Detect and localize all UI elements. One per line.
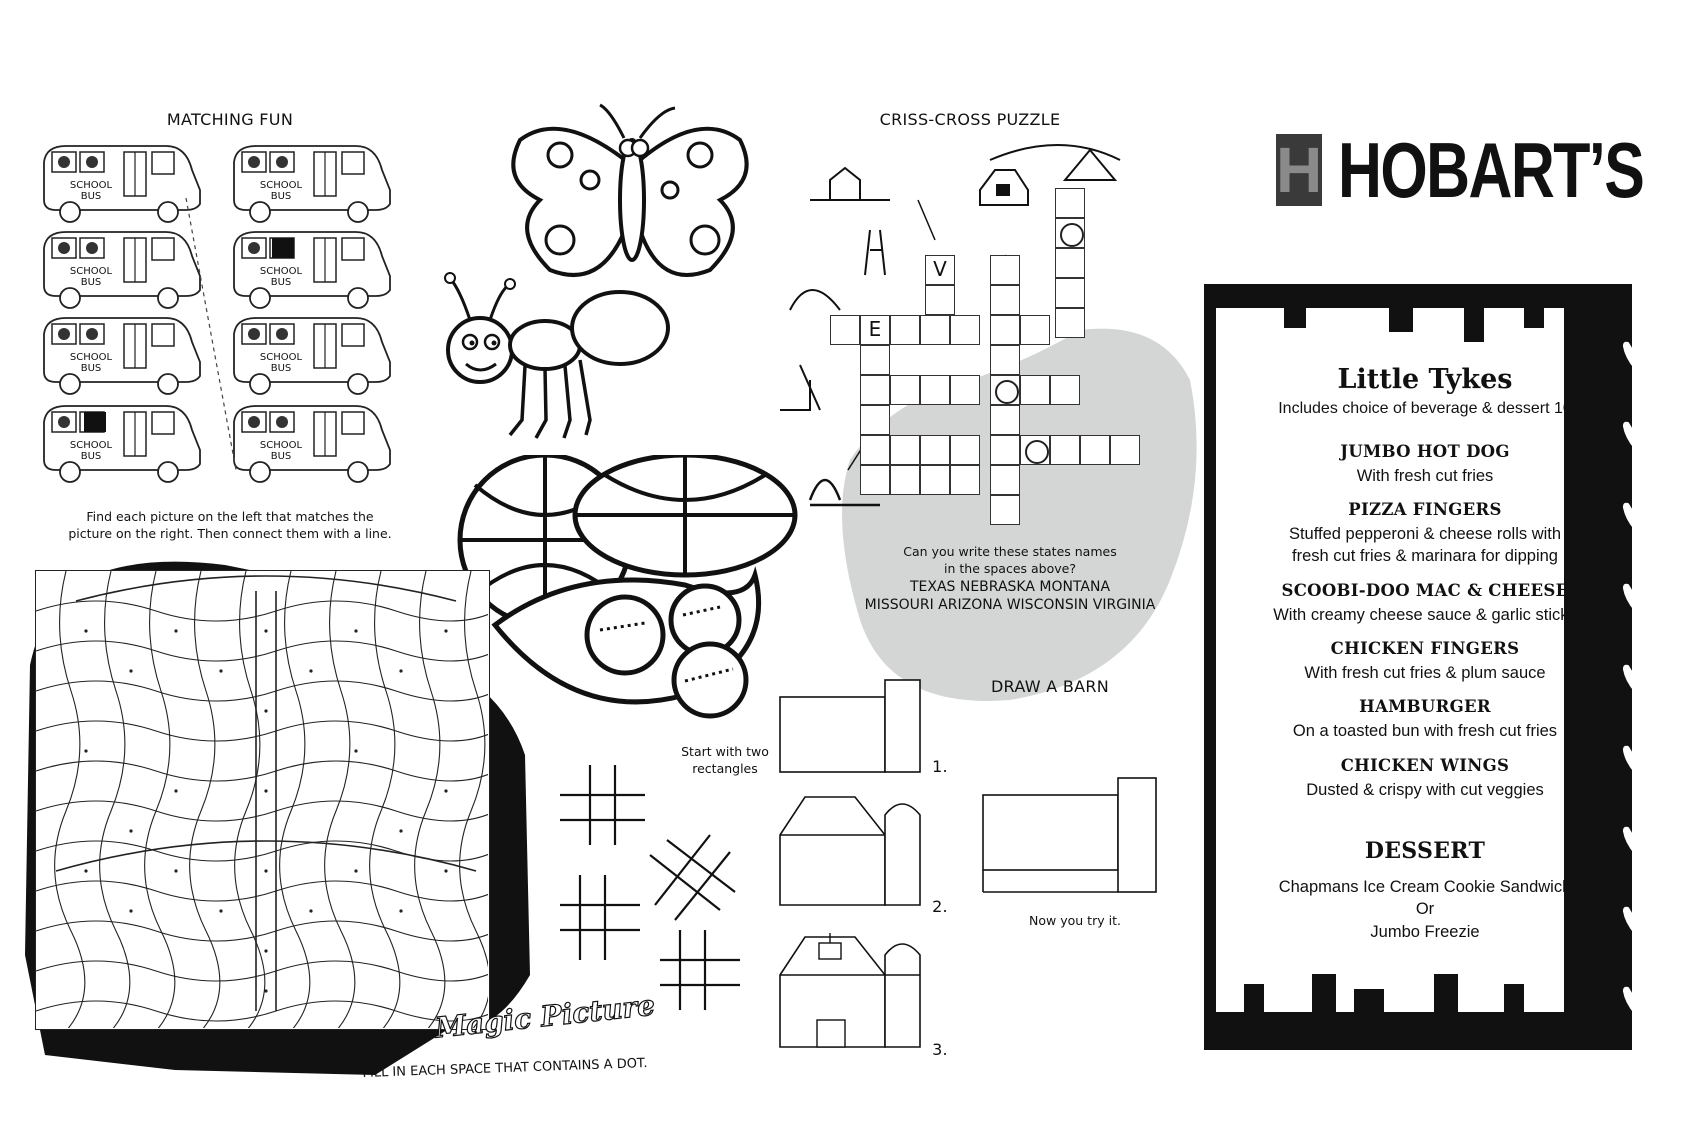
grid-cell[interactable]	[950, 435, 980, 465]
grid-cell[interactable]	[1055, 248, 1085, 278]
dessert-line: Chapmans Ice Cream Cookie Sandwich	[1278, 878, 1572, 896]
dessert-title: DESSERT	[1364, 838, 1486, 864]
start-circle-marker	[1025, 440, 1049, 464]
crisscross-prompt: Can you write these states names in the spaces above?	[903, 544, 1117, 576]
grid-cell[interactable]	[1055, 278, 1085, 308]
grid-cell[interactable]	[990, 495, 1020, 525]
grid-cell[interactable]	[925, 285, 955, 315]
brand-name: HOBART’S	[1338, 126, 1644, 214]
barn-start-hint: Start with two rectangles	[681, 744, 769, 776]
grid-cell[interactable]	[1050, 375, 1080, 405]
menu-item-desc: Stuffed pepperoni & cheese rolls with	[1288, 525, 1562, 543]
grid-cell[interactable]	[890, 375, 920, 405]
grid-cell[interactable]	[1050, 435, 1080, 465]
barn-step-2: 2.	[932, 897, 948, 916]
grid-cell[interactable]	[860, 405, 890, 435]
dessert-line: Or	[1415, 900, 1435, 918]
hand-icon	[1620, 890, 1670, 938]
grid-cell[interactable]	[860, 375, 890, 405]
grid-cell[interactable]	[1020, 315, 1050, 345]
bus-label-8: SCHOOL BUS	[259, 440, 303, 462]
states-list: TEXAS NEBRASKA MONTANA MISSOURI ARIZONA WISCONSIN VIRGINIA	[864, 579, 1156, 613]
dessert-line: Jumbo Freezie	[1370, 923, 1480, 941]
matching-title: MATCHING FUN	[166, 110, 294, 129]
logo-mark: H	[1276, 134, 1323, 206]
basketball-icon-2	[575, 455, 795, 575]
barn-step-3: 3.	[932, 1040, 948, 1059]
hobarts-logo	[1276, 126, 1644, 214]
grid-cell[interactable]	[920, 315, 950, 345]
grid-cell[interactable]	[1055, 188, 1085, 218]
magic-picture	[35, 570, 490, 1030]
menu-item-desc: With creamy cheese sauce & garlic sticks	[1273, 606, 1577, 624]
grid-cell[interactable]	[1080, 435, 1110, 465]
grid-cell[interactable]	[990, 405, 1020, 435]
menu-item-name: HAMBURGER	[1359, 697, 1491, 716]
grid-cell[interactable]	[920, 375, 950, 405]
grid-cell-v[interactable]: V	[925, 255, 955, 285]
hand-icon	[1620, 567, 1670, 615]
grid-cell[interactable]	[920, 435, 950, 465]
barn-icon	[980, 170, 1028, 205]
bus-label-6: SCHOOL BUS	[259, 352, 303, 374]
bus-label-7: SCHOOL BUS	[69, 440, 113, 462]
start-circle-marker	[995, 380, 1019, 404]
grid-cell[interactable]	[950, 465, 980, 495]
grid-cell-e[interactable]: E	[860, 315, 890, 345]
grid-cell[interactable]	[990, 285, 1020, 315]
grid-cell[interactable]	[990, 435, 1020, 465]
barn-step-1: 1.	[932, 757, 948, 776]
crisscross-title: CRISS-CROSS PUZZLE	[879, 110, 1061, 129]
bus-text-labels	[36, 140, 416, 510]
hand-icon	[1620, 810, 1670, 858]
grid-cell[interactable]	[990, 315, 1020, 345]
grid-cell[interactable]	[950, 375, 980, 405]
hand-icon	[1620, 648, 1670, 696]
grid-cell[interactable]	[990, 255, 1020, 285]
grid-cell[interactable]	[990, 465, 1020, 495]
grid-cell[interactable]	[890, 465, 920, 495]
bus-label-2: SCHOOL BUS	[259, 180, 303, 202]
bus-label-3: SCHOOL BUS	[69, 266, 113, 288]
grid-cell[interactable]	[950, 315, 980, 345]
grid-cell[interactable]	[860, 465, 890, 495]
grid-cell[interactable]	[830, 315, 860, 345]
hand-icon	[1620, 486, 1670, 534]
grid-cell[interactable]	[860, 345, 890, 375]
magic-picture-instructions: FILL IN EACH SPACE THAT CONTAINS A DOT.	[362, 1056, 648, 1081]
grid-cell[interactable]	[1055, 308, 1085, 338]
grid-cell[interactable]	[1020, 375, 1050, 405]
menu-item-name: PIZZA FINGERS	[1348, 500, 1502, 519]
barn-title: DRAW A BARN	[990, 677, 1110, 696]
grid-cell[interactable]	[890, 435, 920, 465]
menu-item-desc: With fresh cut fries	[1356, 467, 1494, 485]
grid-cell[interactable]	[990, 345, 1020, 375]
grid-cell[interactable]	[860, 435, 890, 465]
menu-item-name: CHICKEN FINGERS	[1330, 639, 1520, 658]
grid-cell[interactable]	[890, 315, 920, 345]
hand-icon	[1620, 729, 1670, 777]
menu-item-name: CHICKEN WINGS	[1340, 756, 1510, 775]
grid-cell[interactable]	[1110, 435, 1140, 465]
menu-item-desc: With fresh cut fries & plum sauce	[1304, 664, 1546, 682]
hand-icon	[1620, 325, 1670, 373]
magic-picture-title: Magic Picture	[433, 988, 657, 1045]
hand-icon	[1620, 405, 1670, 453]
start-circle-marker	[1060, 223, 1084, 247]
menu-title: Little Tykes	[1337, 364, 1513, 395]
barn-steps	[775, 675, 1175, 1065]
grid-cell[interactable]	[920, 465, 950, 495]
bus-label-5: SCHOOL BUS	[69, 352, 113, 374]
bus-label-4: SCHOOL BUS	[259, 266, 303, 288]
ant-icon	[430, 270, 690, 450]
bus-label-1: SCHOOL BUS	[69, 180, 113, 202]
menu-item-desc: Dusted & crispy with cut veggies	[1306, 781, 1544, 799]
menu-item-desc: On a toasted bun with fresh cut fries	[1292, 722, 1558, 740]
matching-instructions: Find each picture on the left that matches the picture on the right. Then connect them with a line.	[68, 509, 392, 541]
barn-try-label: Now you try it.	[1029, 913, 1121, 928]
tic-tac-toe-grids	[555, 760, 775, 1030]
menu-item-name: JUMBO HOT DOG	[1340, 442, 1510, 461]
menu-subtitle: Includes choice of beverage & dessert 10	[1278, 400, 1572, 417]
menu-item-desc: fresh cut fries & marinara for dipping	[1292, 547, 1558, 565]
menu-item-name: SCOOBI-DOO MAC & CHEESE	[1281, 581, 1569, 600]
hand-icon	[1620, 970, 1670, 1018]
